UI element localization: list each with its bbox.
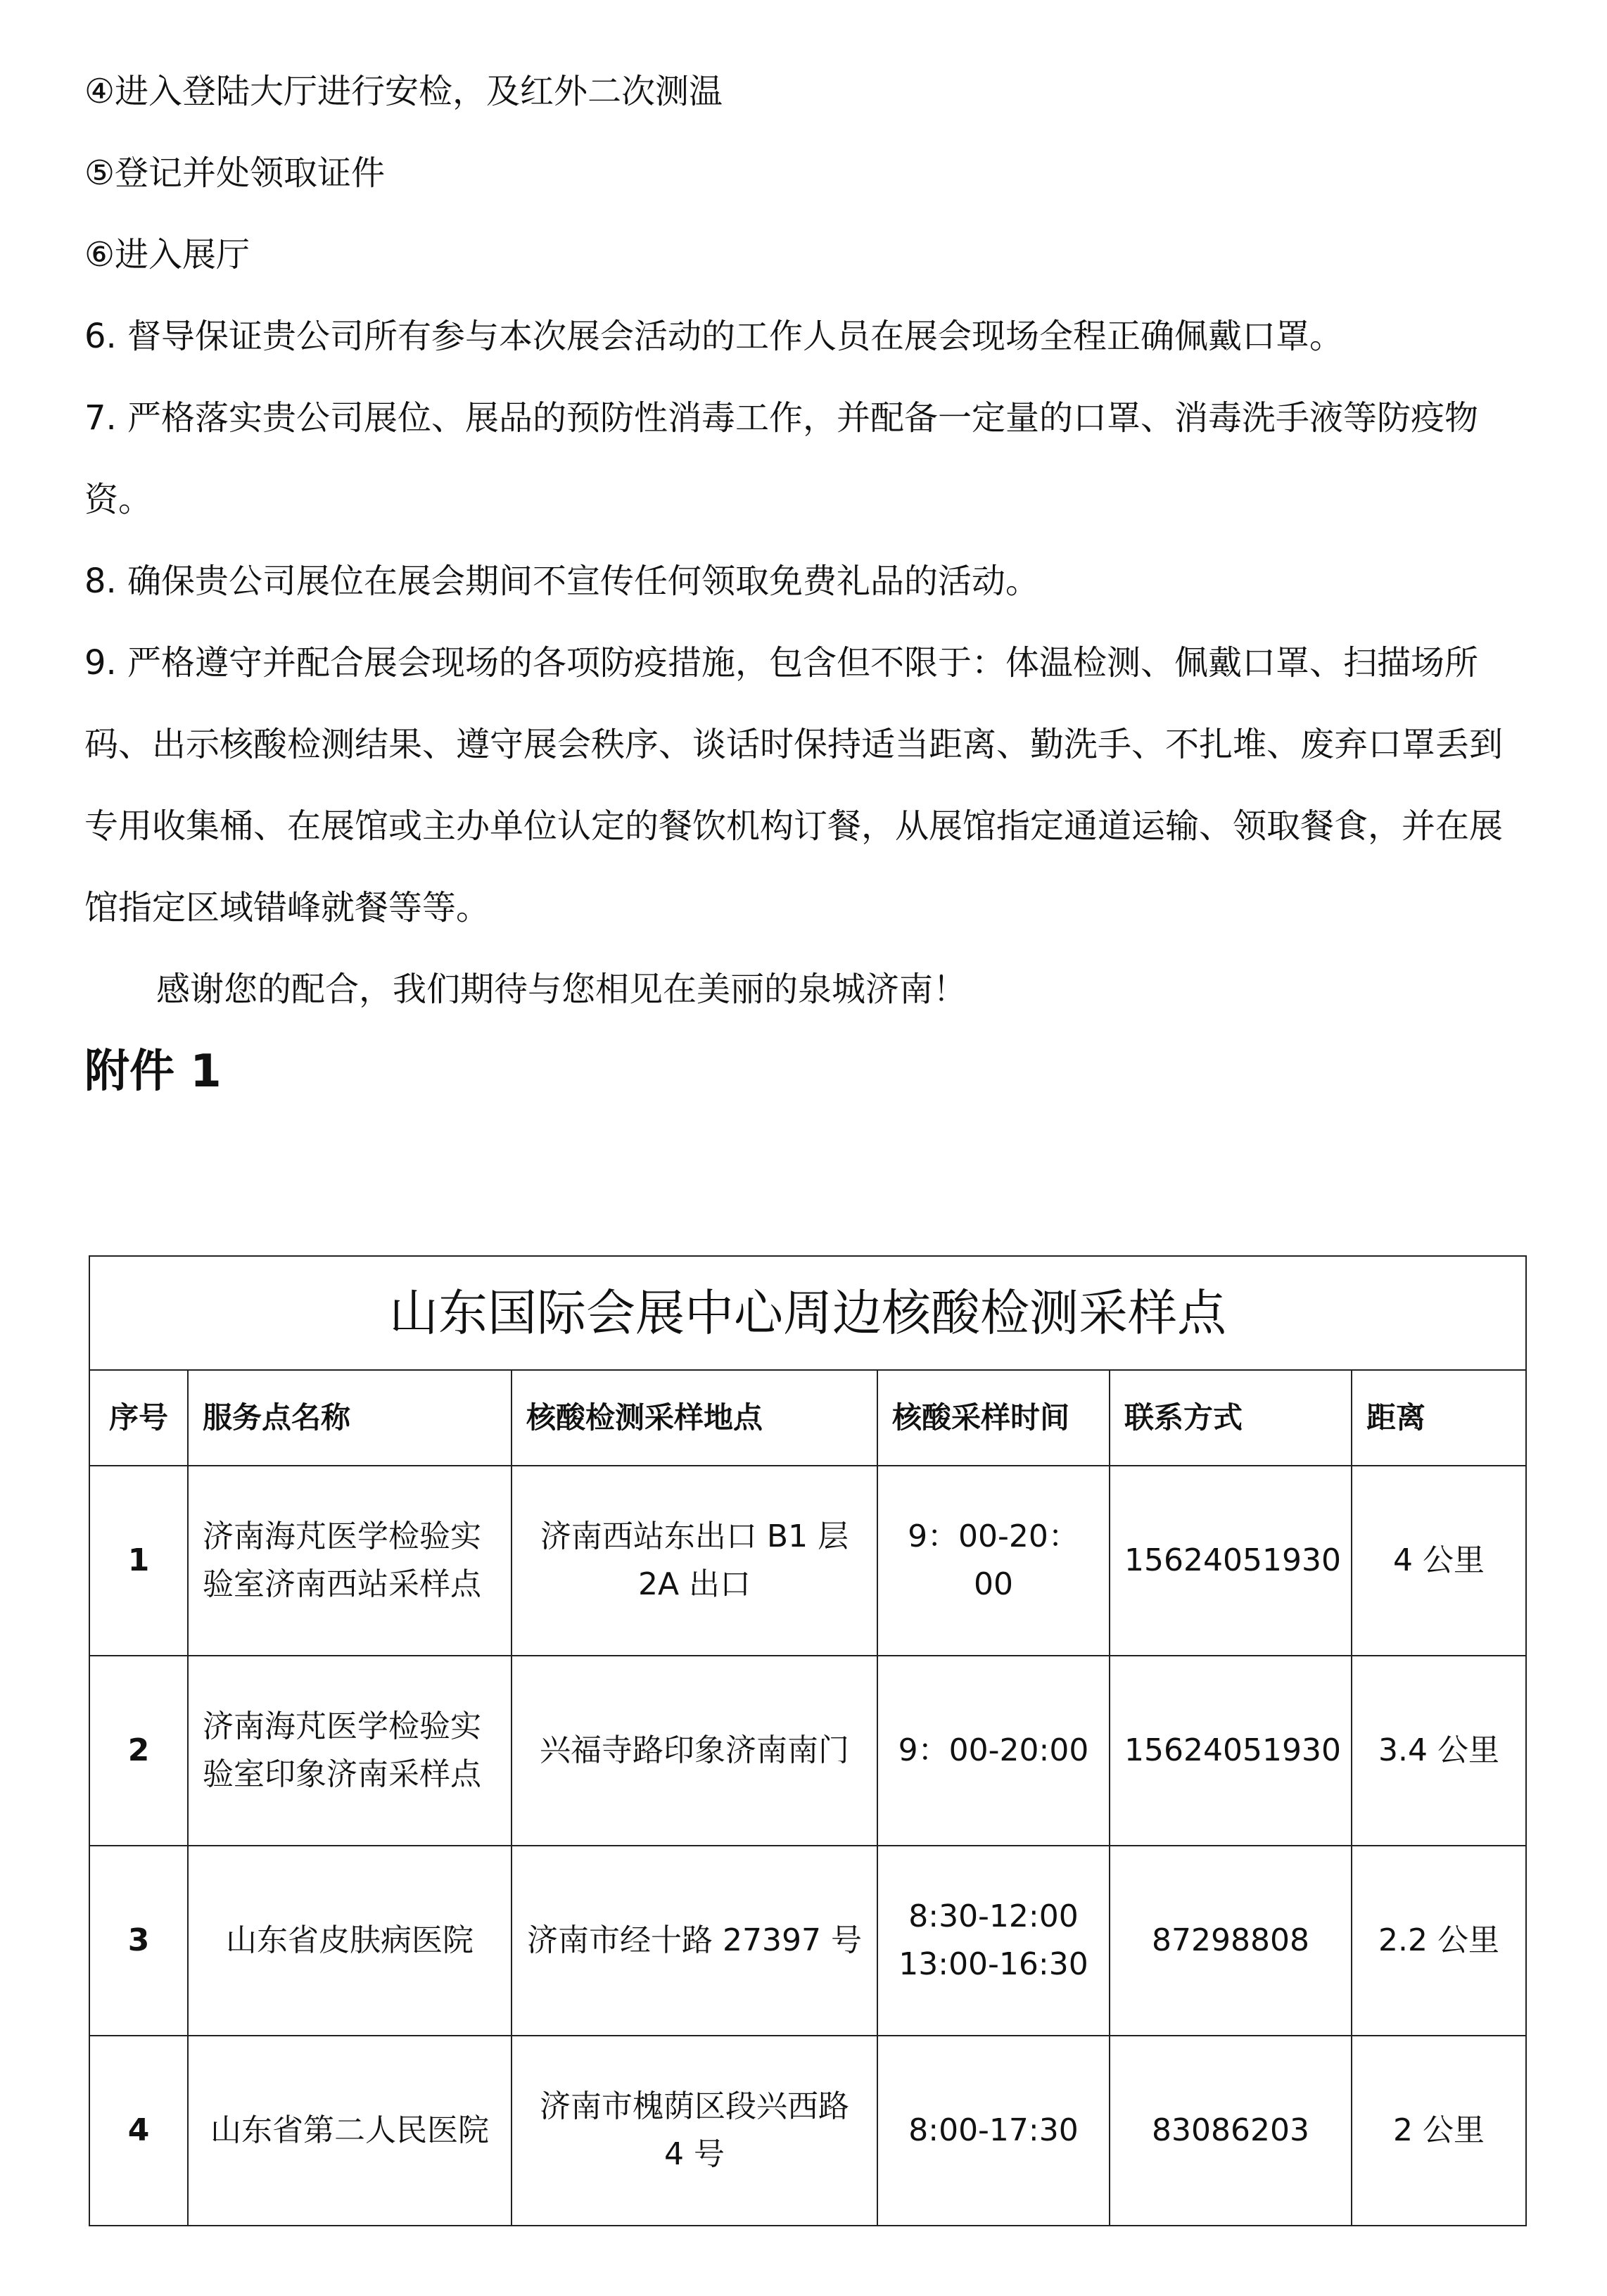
column-header: 核酸检测采样地点	[512, 1370, 877, 1466]
distance: 2.2 公里	[1352, 1846, 1526, 2036]
table-row	[89, 1846, 1526, 2036]
paragraph-6: 6. 督导保证贵公司所有参与本次展会活动的工作人员在展会现场全程正确佩戴口罩。	[84, 317, 1344, 356]
step-line: ⑥进入展厅	[84, 235, 250, 274]
site-address: 济南市经十路 27397 号	[512, 1846, 877, 2036]
paragraph-9: 9. 严格遵守并配合展会现场的各项防疫措施，包含但不限于：体温检测、佩戴口罩、扫描场所码、出示核酸检测结果、遵守展会秩序、谈话时保持适当距离、勤洗手、不扎堆、废弃口罩丢到专用收集桶、在展馆或主办单位认定的餐饮机构订餐，从展馆指定通道运输、领取餐食，并在展馆指定区域错峰就餐等等。	[84, 643, 1504, 927]
paragraph-7: 7. 严格落实贵公司展位、展品的预防性消毒工作，并配备一定量的口罩、消毒洗手液等防疫物资。	[84, 398, 1479, 519]
paragraph-8: 8. 确保贵公司展位在展会期间不宣传任何领取免费礼品的活动。	[84, 562, 1040, 601]
contact-phone: 15624051930	[1110, 1656, 1352, 1846]
column-header: 距离	[1352, 1370, 1526, 1466]
sampling-time: 9：00-20:00	[877, 1656, 1110, 1846]
column-header: 核酸采样时间	[877, 1370, 1110, 1466]
row-index: 1	[89, 1466, 188, 1656]
attachment-heading: 附件 1	[84, 1046, 222, 1098]
row-index: 2	[89, 1656, 188, 1846]
row-index: 4	[89, 2036, 188, 2226]
testing-sites-table	[89, 1255, 1527, 2226]
table-title: 山东国际会展中心周边核酸检测采样点	[89, 1256, 1526, 1370]
sampling-time: 8:30-12:00 13:00-16:30	[877, 1846, 1110, 2036]
sampling-time: 9：00-20：00	[877, 1466, 1110, 1656]
step-line: ⑤登记并处领取证件	[84, 153, 386, 193]
site-name: 山东省第二人民医院	[188, 2036, 512, 2226]
table-header-row	[89, 1370, 1526, 1466]
contact-phone: 83086203	[1110, 2036, 1352, 2226]
site-name: 山东省皮肤病医院	[188, 1846, 512, 2036]
table-row	[89, 1656, 1526, 1846]
table-row	[89, 1466, 1526, 1656]
contact-phone: 87298808	[1110, 1846, 1352, 2036]
column-header: 联系方式	[1110, 1370, 1352, 1466]
site-address: 济南西站东出口 B1 层 2A 出口	[512, 1466, 877, 1656]
site-name: 济南海芃医学检验实 验室印象济南采样点	[188, 1656, 512, 1846]
site-address: 兴福寺路印象济南南门	[512, 1656, 877, 1846]
row-index: 3	[89, 1846, 188, 2036]
column-header: 序号	[89, 1370, 188, 1466]
site-name: 济南海芃医学检验实 验室济南西站采样点	[188, 1466, 512, 1656]
distance: 4 公里	[1352, 1466, 1526, 1656]
thanks-line: 感谢您的配合，我们期待与您相见在美丽的泉城济南！	[156, 970, 967, 1009]
distance: 3.4 公里	[1352, 1656, 1526, 1846]
step-line: ④进入登陆大厅进行安检，及红外二次测温	[84, 72, 723, 111]
contact-phone: 15624051930	[1110, 1466, 1352, 1656]
table-row	[89, 2036, 1526, 2226]
distance: 2 公里	[1352, 2036, 1526, 2226]
column-header: 服务点名称	[188, 1370, 512, 1466]
site-address: 济南市槐荫区段兴西路 4 号	[512, 2036, 877, 2226]
sampling-time: 8:00-17:30	[877, 2036, 1110, 2226]
